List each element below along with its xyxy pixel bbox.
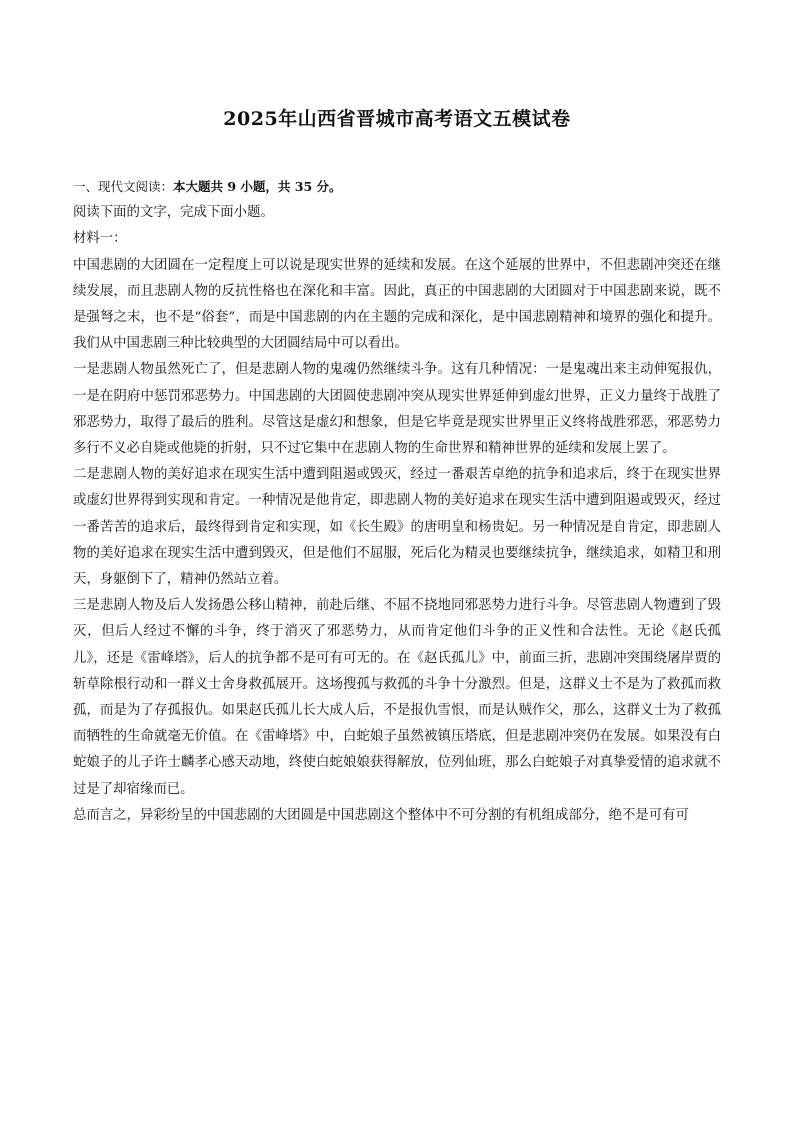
document-body	[73, 174, 721, 829]
material-label: 材料一：	[73, 231, 127, 247]
paragraph-5: 总而言之，异彩纷呈的中国悲剧的大团圆是中国悲剧这个整体中不可分割的有机组成部分，绝不是可有可	[73, 807, 689, 823]
paragraph-3: 二是悲剧人物的美好追求在现实生活中遭到阻遏或毁灭，经过一番艰苦卓绝的抗争和追求后，终于在现实世界或虚幻世界得到实现和肯定。一种情况是他肯定，即悲剧人物的美好追求在现实生活中遭到阻遏或毁灭，经过一番苦苦的追求后，最终得到肯定和实现，如《长生殿》的唐明皇和杨贵妃。另一种情况是自肯定，即悲剧人物的美好追求在现实生活中遭到毁灭，但是他们不屈服，死后化为精灵也要继续抗争，继续追求，如精卫和刑天，身躯倒下了，精神仍然站立着。	[73, 467, 721, 588]
section-description: 本大题共 9 小题，共 35 分。	[173, 179, 342, 194]
paragraph-1: 中国悲剧的大团圆在一定程度上可以说是现实世界的延续和发展。在这个延展的世界中，不但悲剧冲突还在继续发展，而且悲剧人物的反抗性格也在深化和丰富。因此，真正的中国悲剧的大团圆对于中国悲剧来说，既不是强弩之末，也不是“俗套”，而是中国悲剧的内在主题的完成和深化，是中国悲剧精神和境界的强化和提升。我们从中国悲剧三种比较典型的大团圆结局中可以看出。	[73, 257, 721, 352]
instruction-text: 阅读下面的文字，完成下面小题。	[73, 205, 274, 221]
section-prefix: 一、现代文阅读：	[73, 179, 174, 194]
page-title: 2025年山西省晋城市高考语文五模试卷	[223, 108, 571, 130]
paragraph-2: 一是悲剧人物虽然死亡了，但是悲剧人物的鬼魂仍然继续斗争。这有几种情况：一是鬼魂出来主动伸冤报仇，一是在阴府中惩罚邪恶势力。中国悲剧的大团圆使悲剧冲突从现实世界延伸到虚幻世界，正义力量终于战胜了邪恶势力，取得了最后的胜利。尽管这是虚幻和想象，但是它毕竟是现实世界里正义终将战胜邪恶，邪恶势力多行不义必自毙或他毙的折射，只不过它集中在悲剧人物的生命世界和精神世界的延续和发展上罢了。	[73, 362, 721, 457]
paragraph-4: 三是悲剧人物及后人发扬愚公移山精神，前赴后继、不屈不挠地同邪恶势力进行斗争。尽管悲剧人物遭到了毁灭，但后人经过不懈的斗争，终于消灭了邪恶势力，从而肯定他们斗争的正义性和合法性。无论《赵氏孤儿》，还是《雷峰塔》，后人的抗争都不是可有可无的。在《赵氏孤儿》中，前面三折，悲剧冲突围绕屠岸贾的斩草除根行动和一群义士舍身救孤展开。这场搜孤与救孤的斗争十分激烈。但是，这群义士不是为了救孤而救孤，而是为了存孤报仇。如果赵氏孤儿长大成人后，不是报仇雪恨，而是认贼作父，那么，这群义士为了救孤而牺牲的生命就毫无价值。在《雷峰塔》中，白蛇娘子虽然被镇压塔底，但是悲剧冲突仍在发展。如果没有白蛇娘子的儿子许士麟孝心感天动地，终使白蛇娘娘获得解放，位列仙班，那么白蛇娘子对真挚爱情的追求就不过是了却宿缘而已。	[73, 598, 721, 797]
section-heading	[73, 174, 721, 200]
